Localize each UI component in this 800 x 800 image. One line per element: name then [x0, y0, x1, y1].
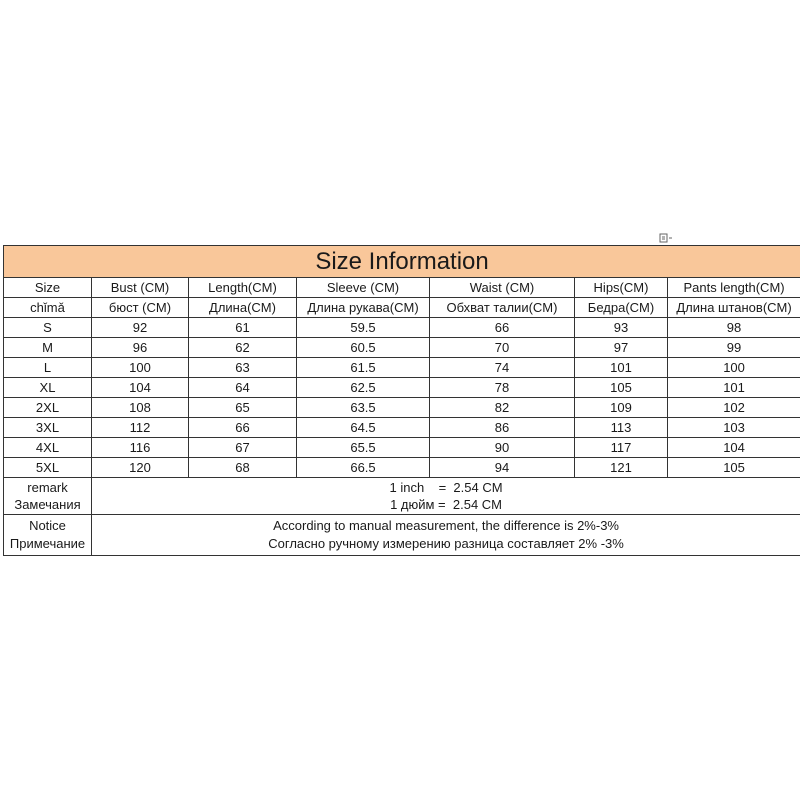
- table-cell: 74: [430, 358, 575, 378]
- table-cell: XL: [4, 378, 92, 398]
- table-cell: 5XL: [4, 458, 92, 478]
- table-cell: 92: [92, 318, 189, 338]
- table-cell: 105: [668, 458, 800, 478]
- paste-options-icon[interactable]: [659, 233, 675, 245]
- table-title: Size Information: [4, 246, 800, 278]
- table-cell: 63.5: [297, 398, 430, 418]
- table-cell: 112: [92, 418, 189, 438]
- header-row-en: [4, 278, 800, 298]
- size-rows: [4, 318, 800, 478]
- table-cell: 62: [189, 338, 297, 358]
- table-cell: 117: [575, 438, 668, 458]
- header-en-cell: Bust (CM): [92, 278, 189, 298]
- table-cell: 66.5: [297, 458, 430, 478]
- table-cell: 105: [575, 378, 668, 398]
- table-row: [4, 438, 800, 458]
- table-cell: 104: [668, 438, 800, 458]
- table-cell: 3XL: [4, 418, 92, 438]
- header-en-cell: Pants length(CM): [668, 278, 800, 298]
- table-cell: 90: [430, 438, 575, 458]
- table-cell: 100: [668, 358, 800, 378]
- table-row: [4, 458, 800, 478]
- size-chart-table: [3, 245, 800, 556]
- remark-label: [4, 478, 92, 515]
- table-cell: 78: [430, 378, 575, 398]
- notice-line-en: According to manual measurement, the difference is 2%-3%: [273, 518, 619, 533]
- table-row: [4, 318, 800, 338]
- table-cell: 63: [189, 358, 297, 378]
- table-cell: 70: [430, 338, 575, 358]
- table-cell: 4XL: [4, 438, 92, 458]
- remark-line-ru: 1 дюйм = 2.54 CM: [390, 497, 502, 512]
- table-cell: M: [4, 338, 92, 358]
- header-ru-cell: Длина рукава(CM): [297, 298, 430, 318]
- table-cell: 86: [430, 418, 575, 438]
- table-cell: 62.5: [297, 378, 430, 398]
- header-en-cell: Sleeve (CM): [297, 278, 430, 298]
- table-cell: 113: [575, 418, 668, 438]
- notice-label-ru: Примечание: [9, 536, 86, 551]
- table-cell: 101: [575, 358, 668, 378]
- table-row: [4, 338, 800, 358]
- table-cell: 64.5: [297, 418, 430, 438]
- table-cell: 65: [189, 398, 297, 418]
- notice-label: [4, 515, 92, 556]
- table-cell: 64: [189, 378, 297, 398]
- remark-label-ru: Замечания: [14, 497, 81, 512]
- table-cell: 120: [92, 458, 189, 478]
- table-cell: 93: [575, 318, 668, 338]
- table-cell: 103: [668, 418, 800, 438]
- table-cell: 61.5: [297, 358, 430, 378]
- header-row-ru: [4, 298, 800, 318]
- table-row: [4, 378, 800, 398]
- header-ru-cell: Длина(CM): [189, 298, 297, 318]
- notice-line-ru: Согласно ручному измерению разница составляет 2% -3%: [268, 536, 624, 551]
- table-cell: 102: [668, 398, 800, 418]
- table-cell: 109: [575, 398, 668, 418]
- table-cell: 104: [92, 378, 189, 398]
- table-cell: 60.5: [297, 338, 430, 358]
- table-cell: 65.5: [297, 438, 430, 458]
- table-cell: 121: [575, 458, 668, 478]
- header-en-cell: Waist (CM): [430, 278, 575, 298]
- table-cell: 101: [668, 378, 800, 398]
- table-row: [4, 358, 800, 378]
- table-cell: 67: [189, 438, 297, 458]
- table-cell: 61: [189, 318, 297, 338]
- header-ru-cell: Обхват талии(CM): [430, 298, 575, 318]
- header-ru-cell: бюст (CM): [92, 298, 189, 318]
- notice-content: [92, 515, 800, 556]
- table-row: [4, 398, 800, 418]
- table-cell: 68: [189, 458, 297, 478]
- remark-line-en: 1 inch = 2.54 CM: [389, 480, 503, 495]
- table-cell: 66: [430, 318, 575, 338]
- table-cell: 100: [92, 358, 189, 378]
- remark-label-en: remark: [27, 480, 68, 495]
- notice-label-en: Notice: [29, 518, 66, 533]
- remark-content: [92, 478, 800, 515]
- table-cell: L: [4, 358, 92, 378]
- table-row: [4, 418, 800, 438]
- table-cell: 99: [668, 338, 800, 358]
- header-en-cell: Length(CM): [189, 278, 297, 298]
- header-ru-cell: chǐmǎ: [4, 298, 92, 318]
- table-cell: 97: [575, 338, 668, 358]
- table-cell: 66: [189, 418, 297, 438]
- table-cell: 59.5: [297, 318, 430, 338]
- table-cell: 82: [430, 398, 575, 418]
- header-en-cell: Hips(CM): [575, 278, 668, 298]
- table-cell: 108: [92, 398, 189, 418]
- table-cell: 96: [92, 338, 189, 358]
- table-cell: S: [4, 318, 92, 338]
- header-ru-cell: Бедра(CM): [575, 298, 668, 318]
- header-en-cell: Size: [4, 278, 92, 298]
- header-ru-cell: Длина штанов(CM): [668, 298, 800, 318]
- table-cell: 2XL: [4, 398, 92, 418]
- table-cell: 94: [430, 458, 575, 478]
- table-cell: 98: [668, 318, 800, 338]
- table-cell: 116: [92, 438, 189, 458]
